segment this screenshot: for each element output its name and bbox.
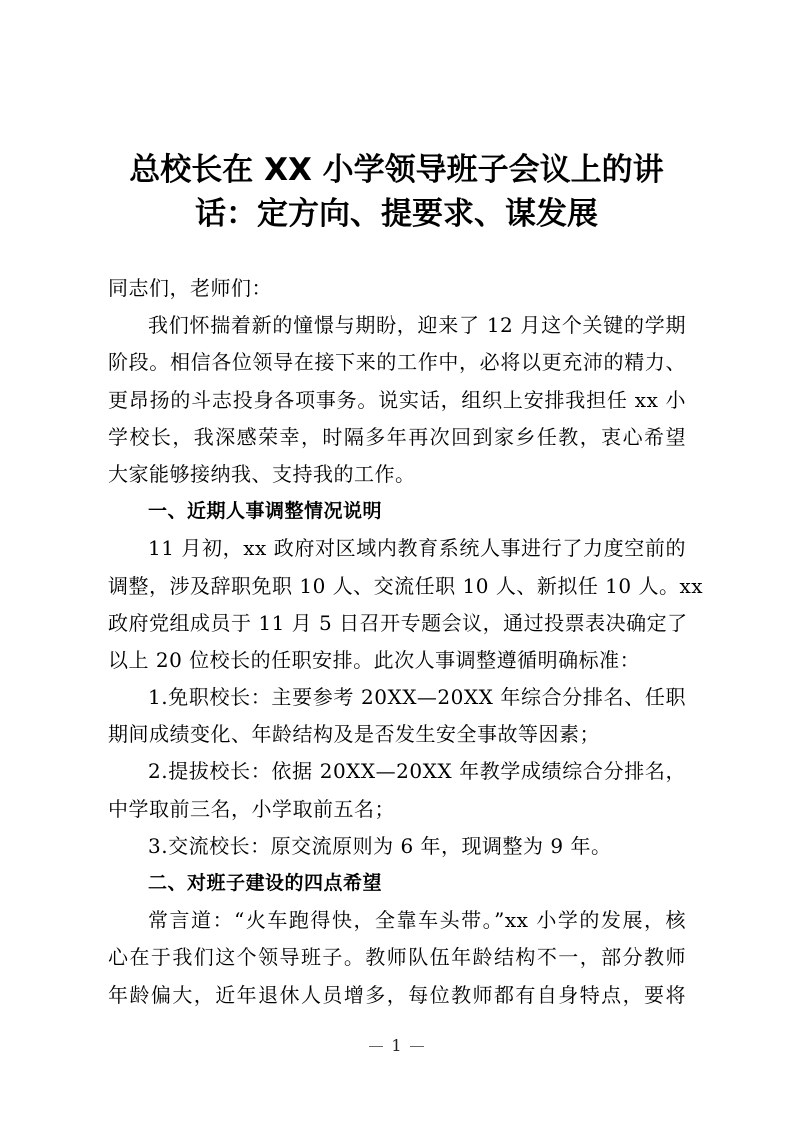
title-line-1: 总校长在 XX 小学领导班子会议上的讲 xyxy=(129,152,664,188)
page-footer xyxy=(0,1036,793,1055)
section-2-line: 心在于我们这个领导班子。教师队伍年龄结构不一，部分教师 xyxy=(108,945,686,970)
intro-line: 大家能够接纳我、支持我的工作。 xyxy=(108,461,416,486)
section-2-heading: 二、对班子建设的四点希望 xyxy=(148,872,383,894)
section-1-line: 调整，涉及辞职免职 10 人、交流任职 10 人、新拟任 10 人。xx xyxy=(108,573,704,598)
section-1-line: 政府党组成员于 11 月 5 日召开专题会议，通过投票表决确定了 xyxy=(108,610,688,635)
section-2-line: 年龄偏大，近年退休人员增多，每位教师都有自身特点，要将 xyxy=(108,982,686,1007)
item-2-line: 2.提拔校长：依据 20XX—20XX 年教学成绩综合分排名， xyxy=(148,759,686,784)
item-1-line: 1.免职校长：主要参考 20XX—20XX 年综合分排名、任职 xyxy=(148,685,686,710)
page-number: 1 xyxy=(391,1036,402,1055)
document-title xyxy=(100,148,693,236)
section-1-line: 11 月初，xx 政府对区域内教育系统人事进行了力度空前的 xyxy=(148,536,686,561)
item-3-line: 3.交流校长：原交流原则为 6 年，现调整为 9 年。 xyxy=(148,833,612,858)
item-1-line: 期间成绩变化、年龄结构及是否发生安全事故等因素； xyxy=(108,722,600,747)
footer-dash-right xyxy=(410,1046,424,1047)
document-body xyxy=(108,270,704,1014)
intro-line: 我们怀揣着新的憧憬与期盼，迎来了 12 月这个关键的学期 xyxy=(148,313,686,338)
title-line-2: 话：定方向、提要求、谋发展 xyxy=(195,196,598,232)
intro-line: 学校长，我深感荣幸，时隔多年再次回到家乡任教，衷心希望 xyxy=(108,424,686,449)
item-2-line: 中学取前三名，小学取前五名； xyxy=(108,796,395,821)
intro-line: 阶段。相信各位领导在接下来的工作中，必将以更充沛的精力、 xyxy=(108,350,686,375)
section-2-line: 常言道：“火车跑得快，全靠车头带。”xx 小学的发展，核 xyxy=(148,908,686,933)
intro-line: 更昂扬的斗志投身各项事务。说实话，组织上安排我担任 xx 小 xyxy=(108,387,686,412)
salutation: 同志们，老师们： xyxy=(108,276,272,300)
footer-dash-left xyxy=(369,1046,383,1047)
section-1-heading: 一、近期人事调整情况说明 xyxy=(148,500,383,523)
section-1-line: 以上 20 位校长的任职安排。此次人事调整遵循明确标准： xyxy=(108,647,641,672)
